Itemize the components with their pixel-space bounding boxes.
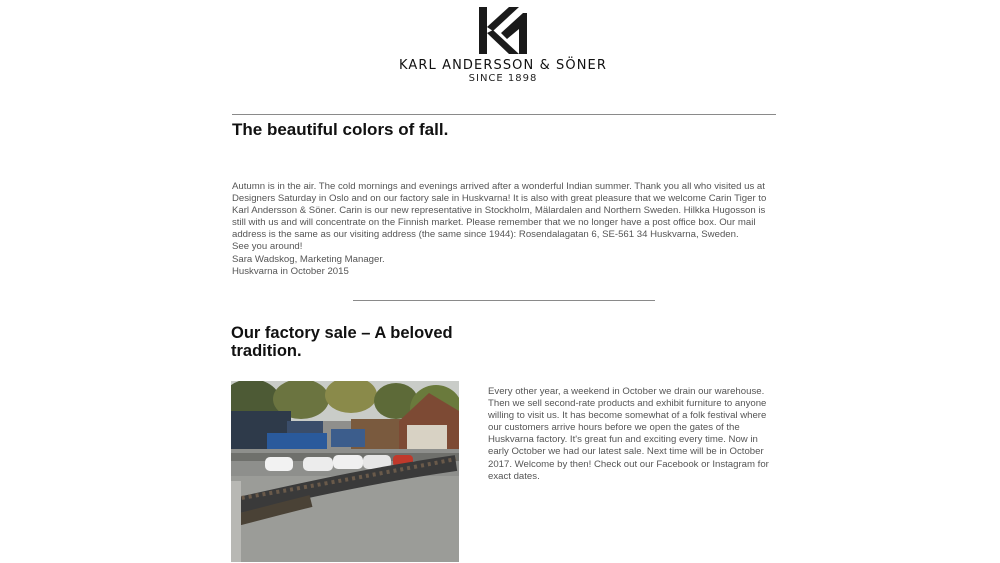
article-body-factory-sale: Every other year, a weekend in October we drain our warehouse. Then we sell second-rate products and exhibit furniture to anyone willing to visit us. It has become somewhat of a folk festival where our customers arrive hours before we open the gates of the Huskvarna factory. It's great fun and exciting every time. Now in early October we had our latest sale. Next time will be in October 2017. Welcome by then! Check out our Facebook or Instagram for exact dates. xyxy=(488,386,769,482)
article-signature: Sara Wadskog, Marketing Manager. xyxy=(232,253,385,265)
article-title-factory-sale: Our factory sale – A beloved tradition. xyxy=(231,324,453,360)
factory-sale-photo xyxy=(231,381,459,562)
article-greeting: See you around! xyxy=(232,241,303,253)
article-paragraph: Autumn is in the air. The cold mornings and evenings arrived after a wonderful Indian summer. Thank you all who visited us at Designers Saturday in Oslo and on our factory sale in Huskvarna! It is also with great pleasure that we welcome Carin Tiger to Karl Andersson & Söner. Carin is our new representative in Stockholm, Mälardalen and Northern Sweden. Hilkka Hugosson is still with us and will concentrate on the Finnish market. Please remember that we no longer have a post office box. Our mail address is the same as our visiting address (the same since 1944): Rosendalagatan 6, SE-561 34 Huskvarna, Sweden. xyxy=(232,181,767,241)
brand-name: KARL ANDERSSON & SÖNER xyxy=(399,58,607,73)
article-dateline: Huskvarna in October 2015 xyxy=(232,265,349,277)
article-title-fall: The beautiful colors of fall. xyxy=(232,120,449,139)
ka-monogram-icon[interactable] xyxy=(479,7,527,54)
brand-since: SINCE 1898 xyxy=(468,73,538,84)
divider-top xyxy=(232,114,776,115)
header xyxy=(0,0,1000,100)
divider-middle xyxy=(353,300,655,301)
article-body-fall xyxy=(232,181,777,278)
